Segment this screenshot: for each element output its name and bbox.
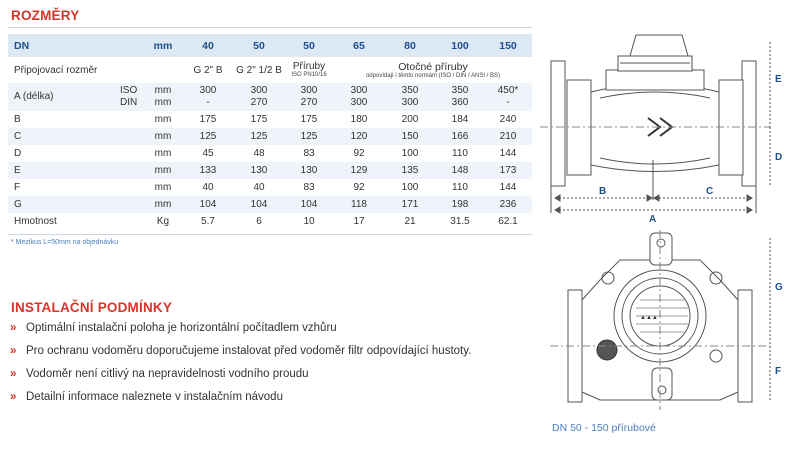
cell: 104 bbox=[182, 196, 234, 213]
cell: 125 bbox=[234, 128, 284, 145]
cell: 125 bbox=[182, 128, 234, 145]
header-dn: 50 bbox=[284, 34, 334, 57]
cell: 200 bbox=[401, 114, 419, 125]
cell: 92 bbox=[353, 148, 365, 159]
cell: 144 bbox=[499, 148, 517, 159]
header-dn: 50 bbox=[234, 34, 284, 57]
list-item-text: Optimální instalační poloha je horizontální počítadlem vzhůru bbox=[26, 322, 337, 334]
table-footnote: * Mezikus L=50mm na objednávku bbox=[11, 239, 119, 246]
cell: 10 bbox=[303, 216, 315, 227]
header-unit: mm bbox=[144, 34, 182, 57]
cell: 175 bbox=[300, 114, 318, 125]
register-housing bbox=[606, 70, 704, 90]
bullet-icon: » bbox=[10, 322, 17, 334]
cell: 104 bbox=[284, 196, 334, 213]
side-view bbox=[540, 35, 770, 213]
adjust-plug bbox=[597, 340, 617, 360]
right-flange bbox=[742, 61, 756, 186]
cell: 350 360 bbox=[436, 83, 484, 111]
header-dn: 80 bbox=[384, 34, 436, 57]
unit: mm bbox=[144, 162, 182, 179]
row-label-a: A (délka) bbox=[14, 91, 54, 102]
meter-body bbox=[591, 84, 719, 172]
flange-sub: ISO PN10/16 bbox=[291, 72, 327, 78]
cell: G 2" 1/2 B bbox=[236, 64, 282, 76]
cell: 135 bbox=[384, 162, 436, 179]
label-c: C bbox=[706, 186, 714, 197]
cell: 144 bbox=[499, 182, 517, 193]
bottom-lug bbox=[652, 368, 672, 400]
cell: 6 bbox=[256, 216, 262, 227]
brand-logo: ▲▲▲ bbox=[640, 315, 658, 321]
label-a: A bbox=[649, 214, 657, 225]
lid bbox=[630, 35, 688, 56]
cell: 133 bbox=[182, 162, 234, 179]
cell: 129 bbox=[334, 162, 384, 179]
unit: mm bbox=[154, 148, 172, 159]
cell: 5.7 bbox=[201, 216, 215, 227]
cell: 173 bbox=[484, 162, 532, 179]
cell: 236 bbox=[484, 196, 532, 213]
cell: 240 bbox=[499, 114, 517, 125]
cell: 125 bbox=[284, 128, 334, 145]
section-title-dimensions: ROZMĚRY bbox=[11, 8, 80, 23]
cell: 104 bbox=[234, 196, 284, 213]
cell: 450* - bbox=[484, 83, 532, 111]
cell: 62.1 bbox=[498, 216, 518, 227]
cell: 184 bbox=[451, 114, 469, 125]
std-din: DIN bbox=[120, 97, 138, 108]
cell: 130 bbox=[234, 162, 284, 179]
unit: mm bbox=[144, 128, 182, 145]
header-dn: 65 bbox=[334, 34, 384, 57]
header-dn: 100 bbox=[436, 34, 484, 57]
cell: 45 bbox=[202, 148, 214, 159]
row-label: Připojovací rozměr bbox=[14, 64, 98, 76]
row-label: F bbox=[14, 182, 21, 193]
label-f: F bbox=[775, 366, 782, 377]
cell: 130 bbox=[284, 162, 334, 179]
drawing-caption: DN 50 - 150 přírubové bbox=[552, 422, 656, 434]
cell: 175 bbox=[250, 114, 268, 125]
cell: 31.5 bbox=[450, 216, 470, 227]
label-d: D bbox=[775, 152, 783, 163]
cell: 198 bbox=[436, 196, 484, 213]
unit: mm bbox=[154, 85, 172, 96]
row-label: C bbox=[8, 128, 118, 145]
cell: 350 300 bbox=[384, 83, 436, 111]
cell: 21 bbox=[404, 216, 416, 227]
bullet-icon: » bbox=[10, 391, 17, 403]
cell: 40 bbox=[202, 182, 214, 193]
cell: 300 270 bbox=[284, 83, 334, 111]
rotating-sub: odpovídají i těmto normám (ISO / DIN / ANSI / BS) bbox=[365, 72, 501, 79]
header-dn: 150 bbox=[484, 34, 532, 57]
section-title-installation: INSTALAČNÍ PODMÍNKY bbox=[11, 300, 173, 315]
cell: 17 bbox=[353, 216, 365, 227]
cell: 300 300 bbox=[334, 83, 384, 111]
front-view bbox=[550, 230, 770, 410]
header-dn: 40 bbox=[182, 34, 234, 57]
row-label: G bbox=[8, 196, 118, 213]
row-label: E bbox=[8, 162, 118, 179]
cell: 83 bbox=[303, 148, 315, 159]
cell: 150 bbox=[384, 128, 436, 145]
unit: mm bbox=[154, 97, 172, 108]
cell: 180 bbox=[350, 114, 368, 125]
cell: 83 bbox=[303, 182, 315, 193]
cell: 118 bbox=[334, 196, 384, 213]
list-item-text: Detailní informace naleznete v instalačním návodu bbox=[26, 391, 283, 403]
unit: mm bbox=[154, 182, 172, 193]
header-label: DN bbox=[8, 34, 118, 57]
unit: mm bbox=[144, 196, 182, 213]
std-iso: ISO bbox=[120, 85, 138, 96]
label-e: E bbox=[775, 74, 782, 85]
flange-main: Příruby bbox=[292, 61, 326, 72]
rotating-main: Otočné příruby bbox=[398, 60, 468, 73]
cell: 48 bbox=[253, 148, 265, 159]
cell: 171 bbox=[384, 196, 436, 213]
cell: G 2" B bbox=[193, 64, 223, 76]
list-item-text: Pro ochranu vodoměru doporučujeme instalovat před vodoměr filtr odpovídající hustoty. bbox=[26, 345, 472, 357]
top-lug bbox=[650, 233, 672, 265]
cell: 148 bbox=[436, 162, 484, 179]
cell: 100 bbox=[401, 148, 419, 159]
label-g: G bbox=[775, 282, 783, 293]
cell: 40 bbox=[253, 182, 265, 193]
row-label: B bbox=[14, 114, 21, 125]
unit: mm bbox=[154, 114, 172, 125]
cell: 300 270 bbox=[234, 83, 284, 111]
cell: 92 bbox=[353, 182, 365, 193]
cell: 166 bbox=[436, 128, 484, 145]
left-flange bbox=[551, 61, 565, 186]
cell: 110 bbox=[452, 148, 468, 159]
label-b: B bbox=[599, 186, 607, 197]
cell: 120 bbox=[334, 128, 384, 145]
cell: 110 bbox=[452, 182, 468, 193]
list-item-text: Vodoměr není citlivý na nepravidelnosti vodního proudu bbox=[26, 368, 309, 380]
bullet-icon: » bbox=[10, 368, 17, 380]
cell: 100 bbox=[401, 182, 419, 193]
cell: 210 bbox=[484, 128, 532, 145]
unit: Kg bbox=[156, 216, 170, 227]
cell: 175 bbox=[199, 114, 217, 125]
row-label: D bbox=[14, 148, 22, 159]
row-label: Hmotnost bbox=[14, 216, 57, 227]
cell: 300 - bbox=[182, 83, 234, 111]
bullet-icon: » bbox=[10, 345, 17, 357]
